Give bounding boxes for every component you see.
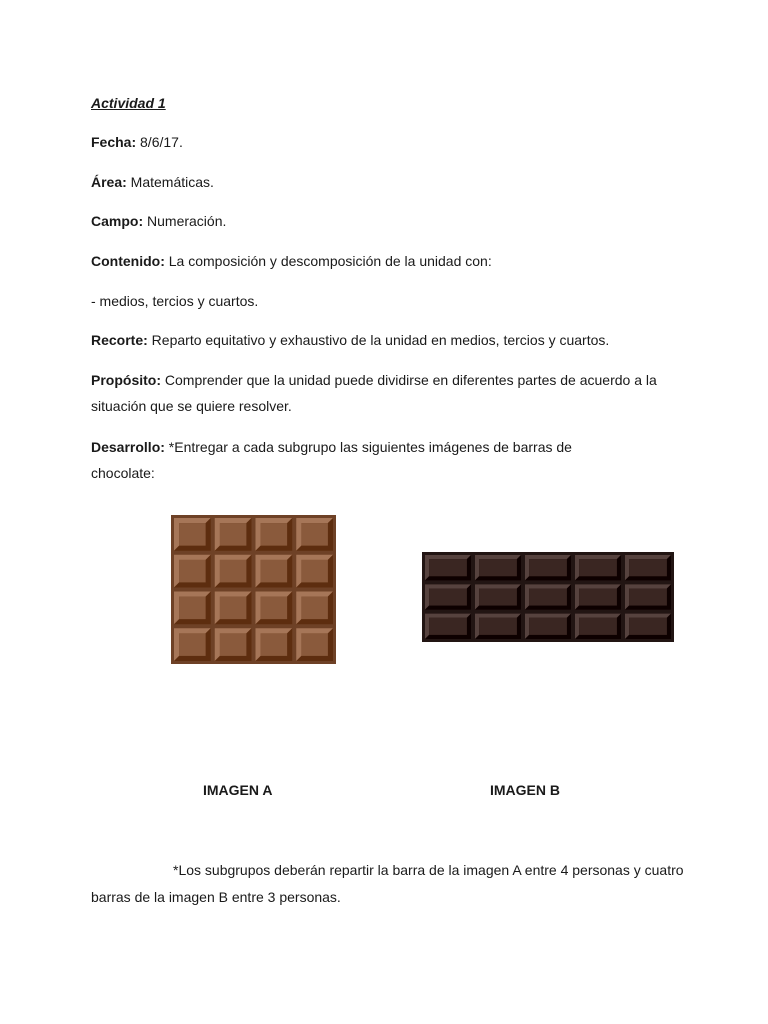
image-b-caption: IMAGEN B <box>490 782 560 798</box>
chocolate-a-segment <box>215 592 252 625</box>
chocolate-b-segment <box>425 614 471 639</box>
chocolate-a-segment <box>215 628 252 661</box>
proposito-label: Propósito: <box>91 372 161 388</box>
fecha-value: 8/6/17. <box>136 134 183 150</box>
area-line <box>91 169 214 195</box>
recorte-label: Recorte: <box>91 332 148 348</box>
chocolate-a-segment <box>174 518 211 551</box>
fecha-label: Fecha: <box>91 134 137 150</box>
desarrollo-paragraph <box>91 434 631 486</box>
desarrollo-label: Desarrollo: <box>91 439 165 455</box>
chocolate-a-segment <box>215 555 252 588</box>
chocolate-b-segment <box>625 614 671 639</box>
recorte-line <box>91 327 609 353</box>
final-paragraph: *Los subgrupos deberán repartir la barra de la imagen A entre 4 personas y cuatro barras de la imagen B entre 3 personas. <box>91 862 684 905</box>
chocolate-a-segment <box>296 518 333 551</box>
campo-label: Campo: <box>91 213 144 229</box>
recorte-value: Reparto equitativo y exhaustivo de la unidad en medios, tercios y cuartos. <box>147 332 610 348</box>
chocolate-a-segment <box>174 555 211 588</box>
chocolate-b-segment <box>625 555 671 580</box>
fecha-line <box>91 129 183 155</box>
chocolate-a-segment <box>174 592 211 625</box>
proposito-value: Comprender que la unidad puede dividirse en diferentes partes de acuerdo a la situación que se quiere resolver. <box>91 372 657 414</box>
area-label: Área: <box>91 174 127 190</box>
image-a-caption: IMAGEN A <box>203 782 273 798</box>
activity-title-text: Actividad 1 <box>91 95 166 111</box>
chocolate-b-segment <box>525 584 571 609</box>
chocolate-bar-b-image <box>422 552 674 642</box>
chocolate-b-segment <box>575 555 621 580</box>
chocolate-a-segment <box>296 592 333 625</box>
chocolate-a-segment <box>256 592 293 625</box>
chocolate-a-segment <box>256 628 293 661</box>
campo-line <box>91 208 226 234</box>
contenido-item: - medios, tercios y cuartos. <box>91 293 259 309</box>
chocolate-b-segment <box>475 555 521 580</box>
contenido-value: La composición y descomposición de la unidad con: <box>164 253 492 269</box>
chocolate-a-segment <box>256 555 293 588</box>
chocolate-a-segment <box>174 628 211 661</box>
contenido-line <box>91 248 492 274</box>
proposito-paragraph <box>91 367 691 419</box>
chocolate-b-segment <box>575 614 621 639</box>
chocolate-b-segment <box>525 555 571 580</box>
chocolate-b-segment <box>475 584 521 609</box>
activity-title <box>91 90 166 116</box>
area-value: Matemáticas. <box>126 174 214 190</box>
chocolate-a-segment <box>296 555 333 588</box>
chocolate-a-segment <box>296 628 333 661</box>
chocolate-bar-a-image <box>171 515 336 664</box>
chocolate-b-segment <box>575 584 621 609</box>
chocolate-b-segment <box>475 614 521 639</box>
contenido-label: Contenido: <box>91 253 165 269</box>
chocolate-b-segment <box>425 584 471 609</box>
chocolate-b-segment <box>525 614 571 639</box>
campo-value: Numeración. <box>143 213 227 229</box>
desarrollo-value: *Entregar a cada subgrupo las siguientes imágenes de barras de chocolate: <box>91 439 572 481</box>
chocolate-a-segment <box>256 518 293 551</box>
chocolate-b-segment <box>625 584 671 609</box>
chocolate-b-segment <box>425 555 471 580</box>
chocolate-a-segment <box>215 518 252 551</box>
